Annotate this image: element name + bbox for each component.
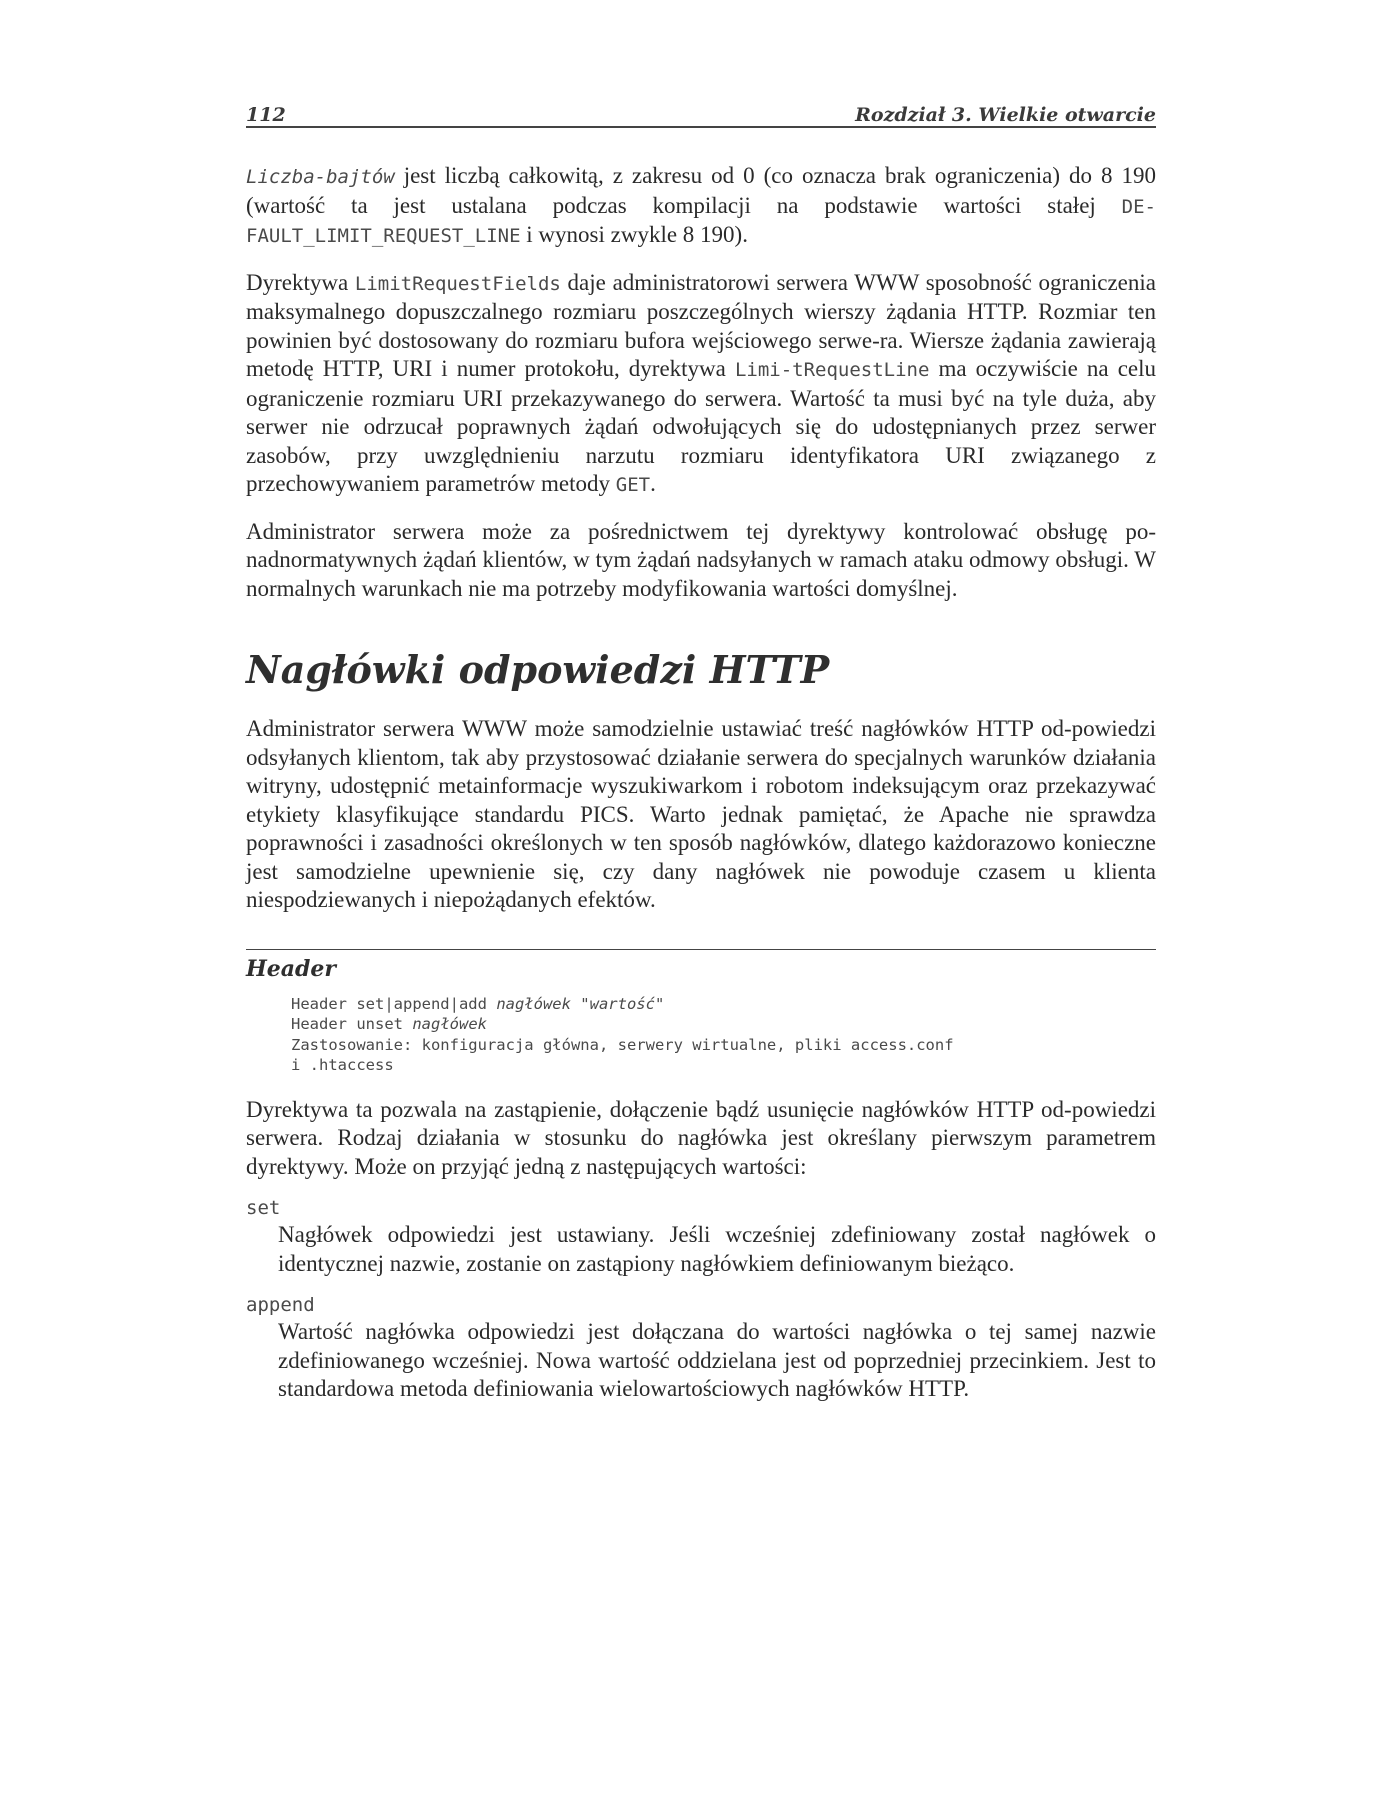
syntax-context: i .htaccess (291, 1056, 394, 1074)
directive-syntax (291, 994, 1156, 1076)
syntax-context: Zastosowanie: konfiguracja główna, serwery wirtualne, pliki access.conf (291, 1035, 954, 1054)
paragraph-text: ma oczywiście na celu ograniczenie rozmiaru URI przekazywanego do serwera. Wartość ta musi być na tyle duża, aby serwer nie odrzucał poprawnych żądań odwołujących się do udostępnianych przez serwer zasobów, przy uwzględnieniu narzutu rozmiaru identyfikatora URI związanego z przechowywaniem parametrów metody (246, 356, 1157, 496)
syntax-text: " (654, 994, 665, 1013)
paragraph-text: Dyrektywa (246, 269, 355, 295)
paragraph-text: i wynosi zwykle 8 190). (520, 222, 748, 247)
paragraph-text: daje administratorowi serwera WWW sposobność ograniczenia maksymalnego dopuszczalnego rozmiaru poszczególnych wierszy żądania HTTP. Rozmiar ten powinien być dostosowany do rozmiaru bufora wejściowego serwe-ra. Wiersze żądania zawierają metodę HTTP, URI i numer protokołu, dyrektywa (246, 269, 1156, 381)
directive-box (246, 949, 1156, 1076)
chapter-title: Rozdział 3. Wielkie otwarcie (855, 104, 1156, 126)
book-page (246, 96, 1156, 1404)
definition-append: Wartość nagłówka odpowiedzi jest dołączana do wartości nagłówka o tej samej nazwie zdefiniowanego wcześniej. Nowa wartość oddzielana jest od poprzedniej przecinkiem. Jest to standardowa metoda definiowania wielowartościowych nagłówków HTTP. (278, 1319, 1156, 1401)
paragraph-admin-control: Administrator serwera może za pośrednictwem tej dyrektywy kontrolować obsługę po-nadnormatywnych żądań klientów, w tym żądań nadsyłanych w ramach ataku odmowy obsługi. W normalnych warunkach nie ma potrzeby modyfikowania wartości domyślnej. (246, 518, 1156, 601)
paragraph-headers-intro: Administrator serwera WWW może samodzielnie ustawiać treść nagłówków HTTP od-powiedzi odsyłanych klientom, tak aby przystosować działanie serwera do specjalnych warunków działania witryny, udostępnić metainformacje wyszukiwarkom i robotom indeksującym oraz przekazywać etykiety klasyfikujące standardu PICS. Warto jednak pamiętać, że Apache nie sprawdza poprawności i zasadności określonych w ten sposób nagłówków, dlatego każdorazowo konieczne jest samodzielne upewnienie się, czy dany nagłówek nie powoduje czasem u klienta niespodziewanych i niepożądanych efektów. (246, 716, 1156, 912)
syntax-text: Header unset (291, 1015, 413, 1033)
paragraph-directive-desc: Dyrektywa ta pozwala na zastąpienie, dołączenie bądź usunięcie nagłówków HTTP od-powiedzi serwera. Rodzaj działania w stosunku do nagłówka jest określany pierwszym parametrem dyrektywy. Może on przyjąć jedną z następujących wartości: (246, 1096, 1156, 1179)
definition-set: Nagłówek odpowiedzi jest ustawiany. Jeśli wcześniej zdefiniowany został nagłówek o identycznej nazwie, zostanie on zastąpiony nagłówkiem definiowanym bieżąco. (278, 1222, 1156, 1276)
page-number: 112 (246, 104, 286, 126)
inline-code-default-limit: DE-FAULT_LIMIT_REQUEST_LINE (246, 195, 1156, 247)
syntax-text: Header set|append|add (291, 994, 497, 1013)
running-header (246, 96, 1156, 128)
term-append: append (246, 1294, 315, 1316)
inline-code-limitrequestfields: LimitRequestFields (354, 272, 561, 295)
section-heading: Nagłówki odpowiedzi HTTP (246, 647, 830, 692)
term-set: set (246, 1197, 281, 1219)
paragraph-text: . (650, 471, 656, 496)
paragraph-limit-request-fields (246, 269, 1156, 500)
inline-code-limitrequestline: Limi-tRequestLine (734, 359, 930, 381)
syntax-param: nagłówek (412, 1015, 487, 1033)
inline-code-get: GET (615, 474, 651, 496)
syntax-param: wartość (589, 994, 655, 1013)
inline-code-liczba-bajtow: Liczba-bajtów (246, 166, 395, 188)
syntax-param: nagłówek (496, 994, 571, 1013)
paragraph-byte-count (246, 162, 1156, 251)
directive-title: Header (246, 955, 337, 982)
paragraph-text: jest liczbą całkowitą, z zakresu od 0 (co oznacza brak ograniczenia) do 8 190 (wartość ta jest ustalana podczas kompilacji na podstawie wartości stałej (246, 163, 1156, 218)
syntax-text: " (570, 994, 590, 1013)
